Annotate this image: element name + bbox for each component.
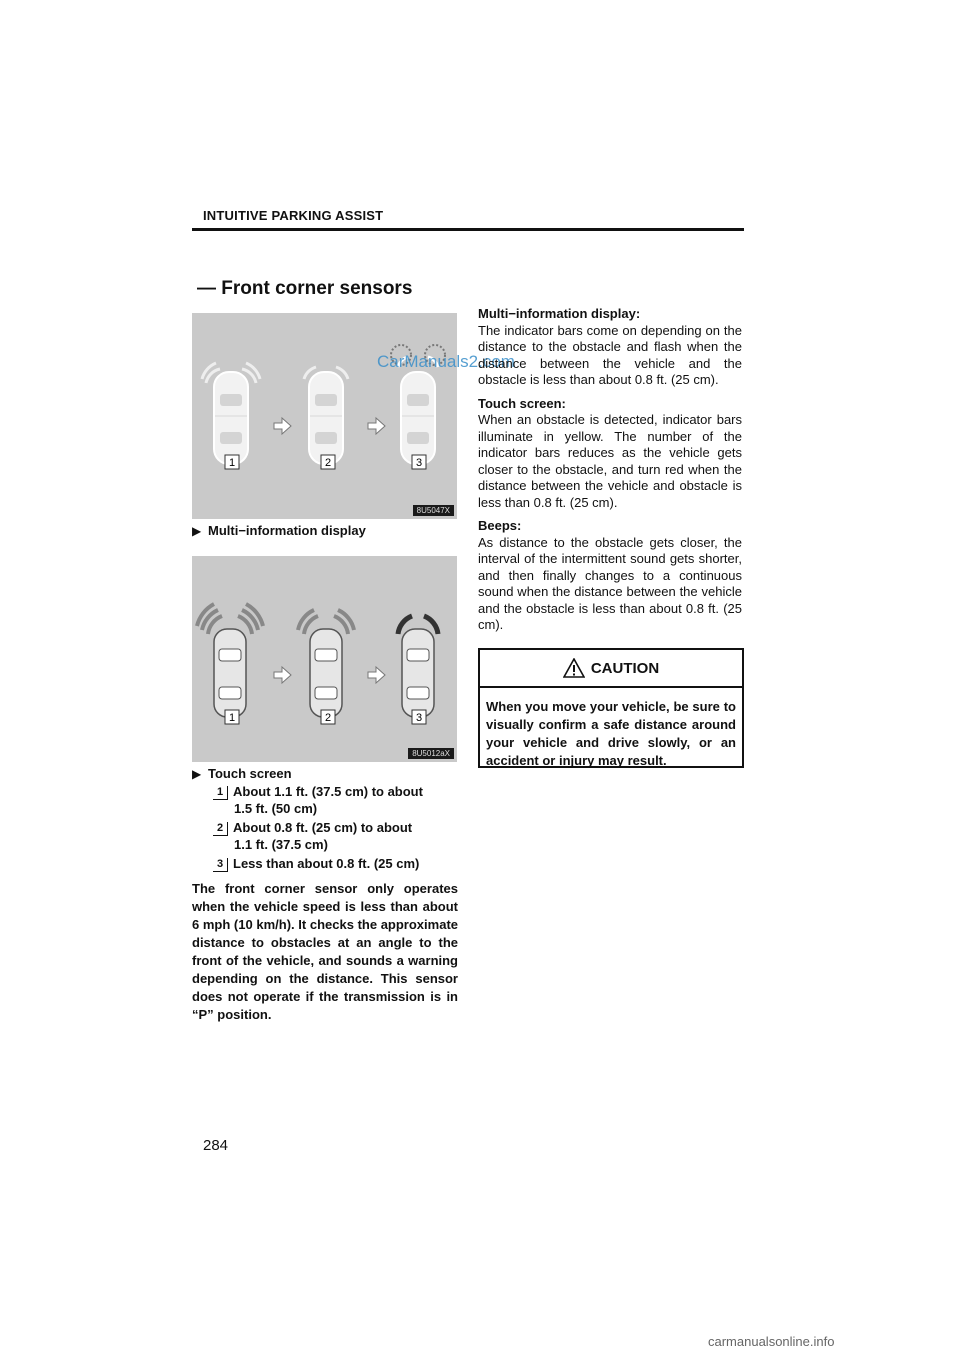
car-icon: [402, 629, 434, 717]
label-tag-3: [412, 455, 426, 469]
beeps-text: As distance to the obstacle gets closer, the interval of the intermittent sound gets shorter, and then finally changes to a continuous sound when the distance between the vehicle and the obstacle is less than about 0.8 ft. (25 cm).: [478, 534, 742, 632]
caution-box: [478, 648, 744, 768]
arrow-right-icon: [368, 667, 385, 683]
label-tag-2: [321, 710, 335, 724]
touch-screen-figure: [192, 556, 457, 762]
body-paragraph: The front corner sensor only operates when the vehicle speed is less than about 6 mph (10 km/h). It checks the approximate distance to obstacles at an angle to the front of the vehicle, and sounds a warning depending on the distance. This sensor does not operate if the transmission is in “P” position.: [192, 881, 458, 1022]
car-icon: [309, 372, 343, 464]
beeps-heading: Beeps:: [478, 518, 522, 533]
watermark: CarManuals2.com: [377, 352, 515, 371]
range-item-1: 1 About 1.1 ft. (37.5 cm) to about 1.5 ft. (50 cm): [213, 783, 423, 817]
arrow-right-icon: [368, 418, 385, 434]
car-icon: [401, 372, 435, 464]
footer-url: carmanualsonline.info: [708, 1334, 835, 1349]
multi-info-cars-illustration: [192, 313, 457, 519]
label-tag-2: [321, 455, 335, 469]
number-box: 2: [213, 822, 228, 836]
range-item-2: 2 About 0.8 ft. (25 cm) to about 1.1 ft. (37.5 cm): [213, 819, 412, 853]
number-box: 1: [213, 786, 228, 800]
range-item-3: 3 Less than about 0.8 ft. (25 cm): [213, 855, 419, 872]
figure-code: 8U5047X: [413, 505, 454, 516]
multi-info-display-figure: [192, 313, 457, 519]
car-icon: [214, 372, 248, 464]
touch-screen-heading: Touch screen:: [478, 395, 566, 411]
caution-text: When you move your vehicle, be sure to visually confirm a safe distance around your vehicle and drive slowly, or an accident or injury may result.: [486, 699, 736, 768]
car-icon: [310, 629, 342, 717]
svg-text:1: 1: [228, 712, 236, 724]
touch-screen-text: When an obstacle is detected, indicator bars illuminate in yellow. The number of the indicator bars reduces as the vehicle gets closer to the obstacle, and turn red when the distance between the vehicle and obstacle is less than 0.8 ft. (25 cm).: [478, 412, 742, 510]
page-number: 284: [203, 1137, 229, 1154]
multi-info-heading: Multi−information display:: [478, 306, 641, 321]
car-icon: [214, 629, 246, 717]
triangle-bullet-icon: ▶: [192, 524, 202, 538]
figure1-caption: ▶ Multi−information display: [192, 523, 366, 538]
svg-text:2: 2: [324, 712, 332, 724]
header-rule: [192, 228, 744, 231]
triangle-bullet-icon: ▶: [192, 767, 202, 781]
label-tag-3: [412, 710, 426, 724]
header-title: INTUITIVE PARKING ASSIST: [203, 208, 384, 223]
svg-text:3: 3: [415, 712, 423, 724]
figure-code: 8U5012aX: [408, 748, 454, 759]
multi-info-text: The indicator bars come on depending on the distance to the obstacle and flash when the distance between the vehicle and the obstacle is less than about 0.8 ft. (25 cm).: [478, 322, 742, 387]
warning-triangle-icon: [563, 658, 585, 678]
label-tag-1: [225, 455, 239, 469]
svg-text:2: 2: [324, 457, 332, 469]
figure2-caption: ▶ Touch screen: [192, 766, 292, 781]
section-title: — Front corner sensors: [197, 278, 413, 299]
caution-header: [480, 650, 742, 688]
touch-screen-cars-illustration: [192, 556, 457, 762]
arrow-right-icon: [274, 418, 291, 434]
svg-text:1: 1: [228, 457, 236, 469]
label-tag-1: [225, 710, 239, 724]
svg-text:3: 3: [415, 457, 423, 469]
number-box: 3: [213, 858, 228, 872]
arrow-right-icon: [274, 667, 291, 683]
right-column: [478, 306, 742, 641]
caution-title: CAUTION: [590, 659, 660, 677]
